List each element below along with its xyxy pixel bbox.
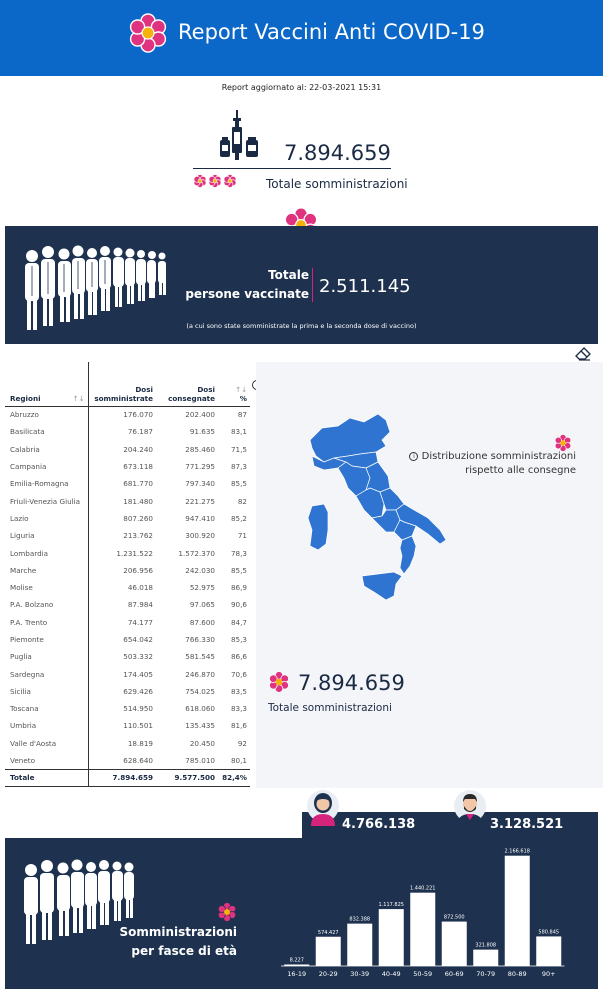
- percent-administered: 90,6: [230, 600, 247, 610]
- age-bar-70-79[interactable]: [473, 950, 498, 966]
- table-row[interactable]: [5, 527, 250, 544]
- table-row[interactable]: [5, 475, 250, 492]
- page-title: Report Vaccini Anti COVID-19: [178, 20, 485, 44]
- region-name: Calabria: [5, 441, 88, 458]
- doses-delivered: 246.870: [185, 669, 215, 679]
- eraser-icon[interactable]: [575, 347, 591, 361]
- header-bar: [0, 0, 603, 76]
- percent-administered: 83,1: [230, 427, 247, 437]
- region-name: P.A. Trento: [5, 614, 88, 631]
- doses-delivered: 300.920: [185, 531, 215, 541]
- table-row[interactable]: [5, 665, 250, 682]
- table-row[interactable]: [5, 596, 250, 613]
- bar-value-label: 8.227: [289, 957, 304, 964]
- bar-value-label: 832.388: [349, 916, 371, 923]
- table-row[interactable]: [5, 423, 250, 440]
- region-name: Emilia-Romagna: [5, 475, 88, 492]
- column-header-dosi-somministrate[interactable]: [88, 362, 156, 406]
- region-name: Umbria: [5, 717, 88, 734]
- percent-administered: 85,3: [230, 635, 247, 644]
- category-tick-label: 70-79: [476, 970, 496, 978]
- map-region-north: [310, 414, 390, 462]
- vaccine-icon: [219, 110, 261, 160]
- vaccinated-note: (a cui sono state somministrate la prima e la seconda dose di vaccino): [186, 322, 417, 330]
- category-tick-label: 20-29: [318, 970, 338, 978]
- table-row[interactable]: [5, 492, 250, 509]
- category-tick-label: 50-59: [413, 970, 433, 978]
- percent-administered: 78,3: [230, 548, 247, 558]
- crowd-icon: [20, 236, 170, 334]
- doses-administered: 1.231.522: [116, 548, 153, 558]
- region-name: Liguria: [5, 527, 88, 544]
- age-chart-title: [65, 923, 237, 961]
- bar-value-label: 1.440.221: [410, 885, 436, 892]
- doses-administered: 204.240: [123, 444, 153, 454]
- vaccinated-label-line2: persone vaccinate: [185, 287, 309, 301]
- category-tick-label: 40-49: [381, 970, 401, 978]
- region-name: Friuli-Venezia Giulia: [5, 492, 88, 509]
- bar-value-label: 872.500: [443, 914, 465, 921]
- doses-administered: 174.405: [123, 669, 153, 679]
- table-row[interactable]: [5, 700, 250, 717]
- flower-icon: [268, 671, 290, 693]
- vaccinated-people-panel: [5, 226, 598, 344]
- doses-delivered: 20.450: [189, 738, 215, 748]
- region-name: Toscana: [5, 700, 88, 717]
- doses-administered: 654.042: [123, 635, 153, 644]
- map-legend-line1: [404, 450, 576, 464]
- doses-administered: 110.501: [123, 721, 153, 731]
- doses-administered: 74.177: [127, 617, 153, 627]
- category-tick-label: 30-39: [350, 970, 370, 978]
- age-title-line2: per fasce di età: [131, 944, 237, 958]
- percent-administered: 83,3: [230, 704, 247, 714]
- age-bar-chart: [275, 842, 575, 986]
- flower-icon: [128, 13, 168, 53]
- column-header-regioni[interactable]: [5, 362, 88, 406]
- category-tick-label: 16-19: [287, 970, 307, 978]
- table-row[interactable]: [5, 631, 250, 648]
- map-region-sicilia: [362, 572, 402, 600]
- percent-administered: 92: [237, 738, 247, 748]
- doses-delivered: 618.060: [185, 704, 215, 714]
- region-name: Campania: [5, 458, 88, 475]
- map-legend-line2: rispetto alle consegne: [465, 465, 576, 476]
- doses-administered: 503.332: [123, 652, 153, 662]
- table-body: [5, 406, 250, 787]
- doses-administered: 514.950: [123, 704, 153, 714]
- doses-delivered: 91.635: [189, 427, 215, 437]
- percent-administered: 83,5: [230, 686, 247, 696]
- accent-divider: [312, 268, 313, 302]
- table-row[interactable]: [5, 406, 250, 423]
- doses-delivered: 797.340: [185, 479, 215, 489]
- regions-table: [5, 362, 250, 787]
- male-avatar-icon: [453, 788, 487, 828]
- map-legend-text1: Distribuzione somministrazioni: [421, 451, 576, 462]
- doses-administered: 87.984: [127, 600, 153, 610]
- dosi-somm-header-1: Dosi: [135, 384, 153, 394]
- doses-delivered: 1.572.370: [178, 548, 215, 558]
- region-name: Lombardia: [5, 544, 88, 561]
- doses-delivered: 581.545: [185, 652, 215, 662]
- region-name: Piemonte: [5, 631, 88, 648]
- percent-administered: 82: [237, 496, 247, 506]
- column-header-percent[interactable]: [218, 362, 250, 406]
- percent-administered: 86,6: [230, 652, 247, 662]
- region-name: Totale: [5, 769, 88, 786]
- percent-administered: 85,5: [230, 479, 247, 489]
- flowers-icon: [193, 174, 239, 188]
- age-bar-30-39[interactable]: [347, 924, 372, 966]
- percent-administered: 86,9: [230, 583, 247, 593]
- table-row[interactable]: [5, 735, 250, 752]
- total-administrations-label: Totale somministrazioni: [266, 177, 408, 191]
- doses-administered: 18.819: [127, 738, 153, 748]
- doses-administered: 213.762: [123, 531, 153, 541]
- table-row[interactable]: [5, 441, 250, 458]
- age-bar-16-19[interactable]: [284, 965, 309, 967]
- percent-administered: 85,2: [230, 513, 247, 523]
- doses-administered: 46.018: [127, 583, 153, 593]
- table-row[interactable]: [5, 579, 250, 596]
- percent-administered: 82,4%: [218, 769, 250, 786]
- vaccinated-people-label: [175, 266, 309, 304]
- percent-administered: 70,6: [230, 669, 247, 679]
- doses-delivered: 285.460: [185, 444, 215, 454]
- region-name: Sicilia: [5, 683, 88, 700]
- bar-value-label: 580.845: [538, 929, 560, 936]
- table-total-row[interactable]: [5, 769, 250, 786]
- region-name: Puglia: [5, 648, 88, 665]
- percent-administered: 80,1: [230, 755, 247, 765]
- dosi-cons-header-2: consegnate: [168, 393, 215, 403]
- sort-icon[interactable]: ↑↓: [234, 384, 247, 394]
- doses-delivered: 9.577.500: [156, 769, 218, 786]
- sort-icon[interactable]: ↑↓: [72, 393, 85, 403]
- table-row[interactable]: [5, 717, 250, 734]
- doses-delivered: 785.010: [185, 755, 215, 765]
- doses-delivered: 947.410: [185, 513, 215, 523]
- doses-delivered: 771.295: [185, 462, 215, 472]
- table-row[interactable]: [5, 614, 250, 631]
- table-row[interactable]: [5, 544, 250, 561]
- male-administrations: 3.128.521: [490, 817, 564, 832]
- age-bar-60-69[interactable]: [442, 922, 467, 966]
- bar-value-label: 574.427: [317, 929, 339, 936]
- info-icon[interactable]: i: [409, 452, 418, 461]
- map-region-calabria: [400, 536, 416, 574]
- total-administrations-number: 7.894.659: [284, 141, 391, 165]
- bar-value-label: 321.808: [475, 942, 497, 949]
- map-total-label: Totale somministrazioni: [268, 702, 392, 714]
- map-legend: [404, 450, 576, 478]
- age-bar-50-59[interactable]: [410, 893, 435, 966]
- doses-delivered: 52.975: [189, 583, 215, 593]
- map-region-sardegna: [308, 504, 328, 550]
- dosi-cons-header-1: Dosi: [197, 384, 215, 394]
- percent-administered: 84,7: [230, 617, 247, 627]
- doses-administered: 629.426: [123, 686, 153, 696]
- percent-administered: 85,5: [230, 565, 247, 575]
- region-name: Lazio: [5, 510, 88, 527]
- region-name: Valle d'Aosta: [5, 735, 88, 752]
- doses-delivered: 242.030: [185, 565, 215, 575]
- doses-administered: 181.480: [123, 496, 153, 506]
- female-administrations: 4.766.138: [342, 817, 416, 832]
- percent-administered: 71: [237, 531, 247, 541]
- category-tick-label: 80-89: [507, 970, 527, 978]
- age-group-panel: [5, 838, 598, 989]
- map-region-marche-umbria: [366, 462, 390, 492]
- table-header-row: [5, 362, 250, 406]
- divider: [193, 168, 391, 169]
- table-row[interactable]: [5, 510, 250, 527]
- age-bar-80-89[interactable]: [505, 856, 530, 966]
- table-row[interactable]: [5, 683, 250, 700]
- percent-administered: 87: [237, 410, 247, 420]
- region-name: Abruzzo: [5, 406, 88, 423]
- table-row[interactable]: [5, 562, 250, 579]
- region-name: Sardegna: [5, 665, 88, 682]
- percent-administered: 71,5: [230, 444, 247, 454]
- doses-delivered: 135.435: [185, 721, 215, 731]
- map-total-number: 7.894.659: [298, 671, 405, 695]
- region-name: Molise: [5, 579, 88, 596]
- region-name: Veneto: [5, 752, 88, 769]
- table-row[interactable]: [5, 648, 250, 665]
- flower-icon: [217, 902, 237, 922]
- doses-administered: 628.640: [123, 755, 153, 765]
- region-name: Marche: [5, 562, 88, 579]
- percent-header-label: %: [239, 393, 247, 403]
- doses-administered: 673.118: [123, 462, 153, 472]
- vaccinated-label-line1: Totale: [268, 268, 309, 282]
- regioni-header-label: Regioni: [10, 393, 41, 403]
- doses-administered: 76.187: [127, 427, 153, 437]
- doses-delivered: 202.400: [185, 410, 215, 420]
- regions-table-panel: [5, 362, 250, 788]
- doses-administered: 206.956: [123, 565, 153, 575]
- percent-administered: 87,3: [230, 462, 247, 472]
- bar-value-label: 2.166.618: [504, 848, 530, 855]
- age-bar-40-49[interactable]: [379, 909, 404, 966]
- category-tick-label: 90+: [541, 970, 556, 978]
- table-row[interactable]: [5, 752, 250, 769]
- female-avatar-icon: [306, 788, 340, 828]
- map-panel: [256, 362, 603, 788]
- doses-delivered: 221.275: [185, 496, 215, 506]
- doses-administered: 176.070: [123, 410, 153, 420]
- doses-administered: 681.770: [123, 479, 153, 489]
- age-title-line1: Somministrazioni: [119, 925, 237, 939]
- age-bar-20-29[interactable]: [316, 937, 341, 966]
- doses-administered: 7.894.659: [88, 769, 156, 786]
- doses-administered: 807.260: [123, 513, 153, 523]
- percent-administered: 81,6: [230, 721, 247, 731]
- bar-value-label: 1.117.825: [378, 902, 404, 909]
- age-bar-90+[interactable]: [536, 936, 561, 966]
- region-name: Basilicata: [5, 423, 88, 440]
- doses-delivered: 754.025: [185, 686, 215, 696]
- vaccinated-people-number: 2.511.145: [319, 276, 411, 297]
- doses-delivered: 87.600: [189, 617, 215, 627]
- category-tick-label: 60-69: [444, 970, 464, 978]
- column-header-dosi-consegnate[interactable]: [156, 362, 218, 406]
- italy-map[interactable]: [290, 406, 450, 626]
- dosi-somm-header-2: somministrate: [94, 393, 153, 403]
- table-row[interactable]: [5, 458, 250, 475]
- doses-delivered: 766.330: [185, 635, 215, 644]
- doses-delivered: 97.065: [189, 600, 215, 610]
- last-updated: Report aggiornato al: 22-03-2021 15:31: [221, 83, 382, 92]
- region-name: P.A. Bolzano: [5, 596, 88, 613]
